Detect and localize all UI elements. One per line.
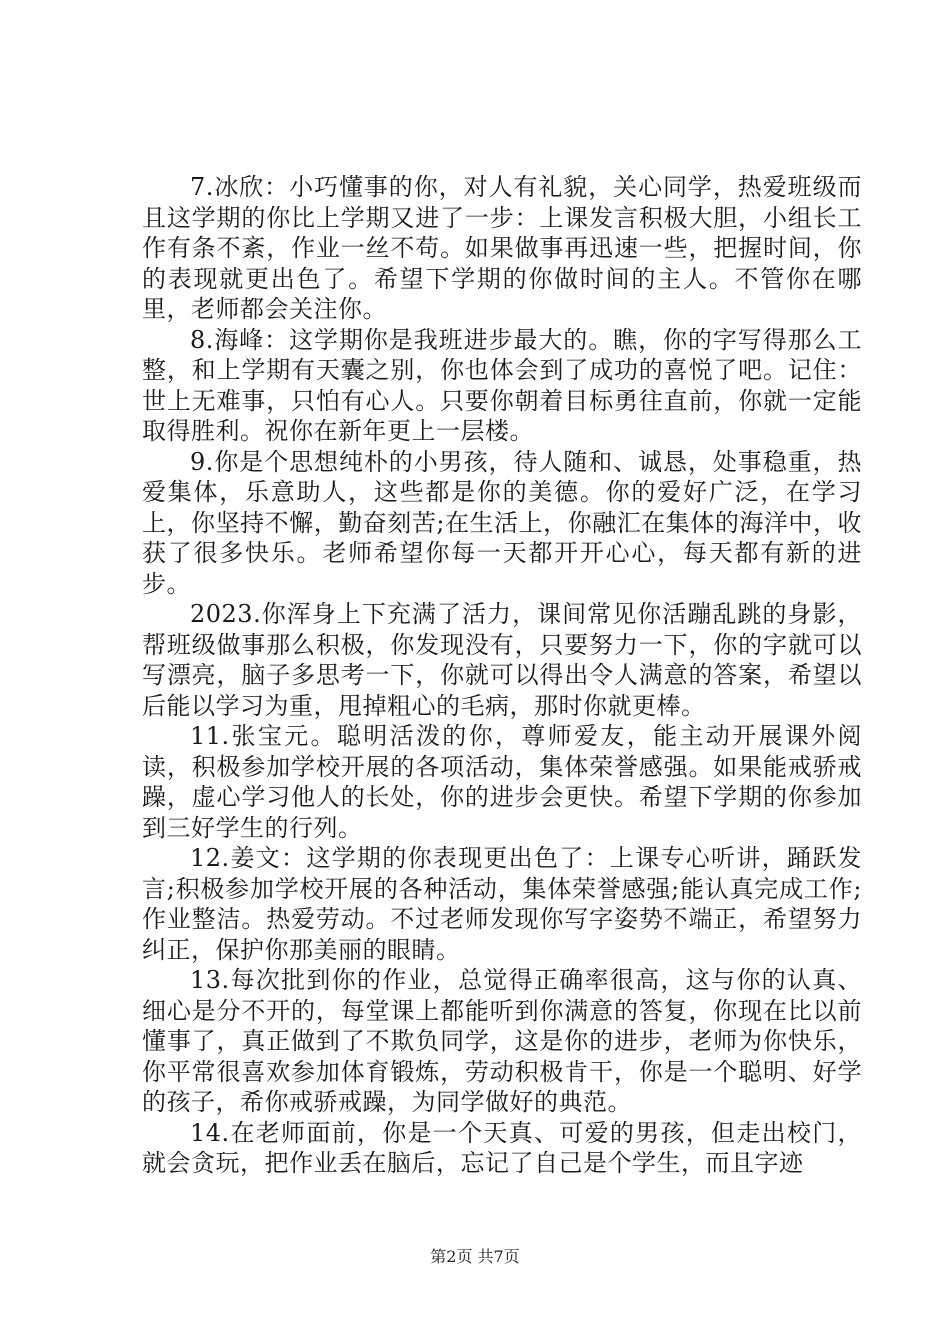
paragraph-12: 12.姜文：这学期的你表现更出色了：上课专心听讲，踊跃发言;积极参加学校开展的各种活动，集体荣誉感强;能认真完成工作;作业整洁。热爱劳动。不过老师发现你写字姿势不端正，希望努力纠正，保护你那美丽的眼睛。: [142, 844, 862, 964]
paragraph-8: 8.海峰：这学期你是我班进步最大的。瞧，你的字写得那么工整，和上学期有天囊之别，你也体会到了成功的喜悦了吧。记住：世上无难事，只怕有心人。只要你朝着目标勇往直前，你就一定能取得胜利。祝你在新年更上一层楼。: [142, 325, 862, 445]
paragraph-11: 11.张宝元。聪明活泼的你，尊师爱友，能主动开展课外阅读，积极参加学校开展的各项活动，集体荣誉感强。如果能戒骄戒躁，虚心学习他人的长处，你的进步会更快。希望下学期的你参加到三好学生的行列。: [142, 722, 862, 842]
paragraph-7: 7.冰欣：小巧懂事的你，对人有礼貌，关心同学，热爱班级而且这学期的你比上学期又进了一步：上课发言积极大胆，小组长工作有条不紊，作业一丝不苟。如果做事再迅速一些，把握时间，你的表现就更出色了。希望下学期的你做时间的主人。不管你在哪里，老师都会关注你。: [142, 173, 862, 323]
paragraph-14: 14.在老师面前，你是一个天真、可爱的男孩，但走出校门，就会贪玩，把作业丢在脑后，忘记了自己是个学生，而且字迹: [142, 1118, 862, 1177]
page-footer: 第2页 共7页: [430, 1247, 520, 1266]
paragraph-13: 13.每次批到你的作业，总觉得正确率很高，这与你的认真、细心是分不开的，每堂课上都能听到你满意的答复，你现在比以前懂事了，真正做到了不欺负同学，这是你的进步，老师为你快乐，你平常很喜欢参加体育锻炼，劳动积极肯干，你是一个聪明、好学的孩子，希你戒骄戒躁，为同学做好的典范。: [142, 966, 862, 1116]
paragraph-9: 9.你是个思想纯朴的小男孩，待人随和、诚恳，处事稳重，热爱集体，乐意助人，这些都是你的美德。你的爱好广泛，在学习上，你坚持不懈，勤奋刻苦;在生活上，你融汇在集体的海洋中，收获了很多快乐。老师希望你每一天都开开心心，每天都有新的进步。: [142, 447, 862, 598]
paragraph-10: 2023.你浑身上下充满了活力，课间常见你活蹦乱跳的身影，帮班级做事那么积极，你发现没有，只要努力一下，你的字就可以写漂亮，脑子多思考一下，你就可以得出令人满意的答案，希望以后能以学习为重，甩掉粗心的毛病，那时你就更棒。: [142, 600, 862, 720]
document-body: [142, 172, 862, 1179]
